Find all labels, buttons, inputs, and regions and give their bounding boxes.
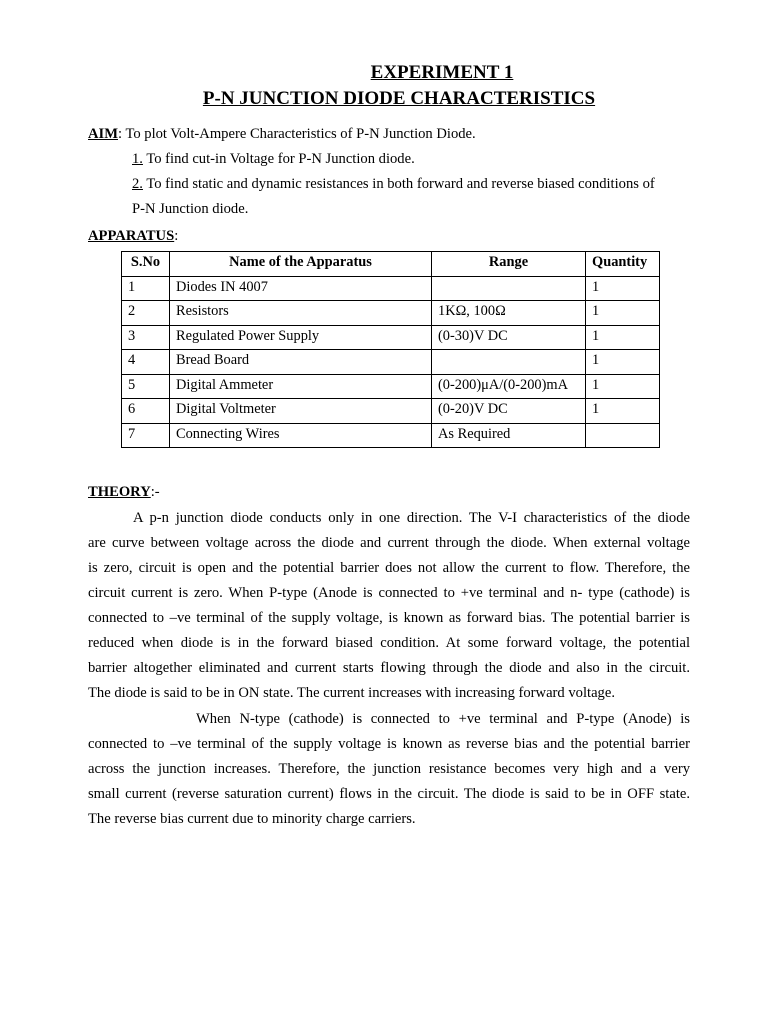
aim-label: AIM	[88, 126, 118, 142]
cell-range: (0-30)V DC	[432, 325, 586, 350]
cell-name: Resistors	[170, 301, 432, 326]
aim-item-2	[132, 175, 655, 193]
cell-quantity: 1	[586, 350, 660, 375]
cell-sno: 2	[122, 301, 170, 326]
cell-quantity: 1	[586, 399, 660, 424]
cell-sno: 5	[122, 374, 170, 399]
theory-paragraph-line: connected to –ve terminal of the supply voltage is known as reverse bias and the potential barrier	[88, 736, 690, 752]
cell-quantity	[586, 423, 660, 448]
page-title: P-N JUNCTION DIODE CHARACTERISTICS	[202, 88, 596, 109]
cell-sno: 4	[122, 350, 170, 375]
theory-paragraph-line: circuit current is zero. When P-type (Anode is connected to +ve terminal and n- type (cathode) is	[88, 585, 690, 601]
cell-name: Connecting Wires	[170, 423, 432, 448]
cell-sno: 7	[122, 423, 170, 448]
theory-paragraph-line: The reverse bias current due to minority charge carriers.	[88, 811, 416, 827]
theory-paragraph-line: barrier altogether eliminated and current starts flowing through the diode and also in the circuit.	[88, 660, 690, 676]
cell-range	[432, 276, 586, 301]
cell-range: (0-200)μA/(0-200)mA	[432, 374, 586, 399]
theory-paragraph-line: across the junction increases. Therefore, the junction resistance becomes very high and a very	[88, 761, 690, 777]
aim-item-number: 2.	[132, 176, 143, 192]
cell-sno: 1	[122, 276, 170, 301]
cell-range: As Required	[432, 423, 586, 448]
cell-quantity: 1	[586, 374, 660, 399]
cell-name: Bread Board	[170, 350, 432, 375]
header-name: Name of the Apparatus	[170, 252, 432, 277]
aim-item-text: To find cut-in Voltage for P-N Junction diode.	[142, 151, 415, 167]
header-sno: S.No	[122, 252, 170, 277]
table-row	[122, 350, 660, 375]
cell-range: 1KΩ, 100Ω	[432, 301, 586, 326]
apparatus-table	[121, 251, 660, 448]
header-range: Range	[432, 252, 586, 277]
theory-paragraph-line: are curve between voltage across the diode and current through the diode. When external voltage	[88, 535, 690, 551]
theory-label: THEORY	[88, 484, 151, 500]
aim-item-number: 1.	[132, 151, 143, 167]
theory-paragraph-line: small current (reverse saturation current) flows in the circuit. The diode is said to be in OFF state.	[88, 786, 690, 802]
aim-text: : To plot Volt-Ampere Characteristics of P-N Junction Diode.	[118, 126, 476, 142]
cell-name: Regulated Power Supply	[170, 325, 432, 350]
table-header-row	[122, 252, 660, 277]
table-row	[122, 301, 660, 326]
table-row	[122, 374, 660, 399]
aim-item-2-continuation: P-N Junction diode.	[132, 201, 249, 217]
theory-paragraph-line: reduced when diode is in the forward biased condition. At some forward voltage, the potential	[88, 635, 690, 651]
aim-item-text: To find static and dynamic resistances in both forward and reverse biased conditions of	[142, 176, 655, 192]
header-quantity: Quantity	[586, 252, 660, 277]
experiment-number: EXPERIMENT 1	[370, 62, 514, 83]
theory-paragraph-line: The diode is said to be in ON state. The current increases with increasing forward voltage.	[88, 685, 615, 701]
cell-name: Digital Voltmeter	[170, 399, 432, 424]
theory-heading	[88, 483, 160, 501]
cell-sno: 6	[122, 399, 170, 424]
theory-paragraph-line: connected to –ve terminal of the supply voltage, is known as forward bias. The potential barrier is	[88, 610, 690, 626]
theory-paragraph-line: is zero, circuit is open and the potential barrier does not allow the current to flow. Therefore, the	[88, 560, 690, 576]
table-row	[122, 276, 660, 301]
apparatus-label: APPARATUS	[88, 228, 175, 244]
cell-sno: 3	[122, 325, 170, 350]
table-row	[122, 325, 660, 350]
theory-paragraph-line: When N-type (cathode) is connected to +ve terminal and P-type (Anode) is	[196, 711, 690, 727]
cell-name: Digital Ammeter	[170, 374, 432, 399]
apparatus-suffix: :	[174, 228, 179, 244]
table-row	[122, 423, 660, 448]
cell-quantity: 1	[586, 301, 660, 326]
theory-paragraph-line: A p-n junction diode conducts only in one direction. The V-I characteristics of the diode	[133, 510, 690, 526]
cell-quantity: 1	[586, 325, 660, 350]
cell-range	[432, 350, 586, 375]
aim-item-1	[132, 150, 415, 168]
table-row	[122, 399, 660, 424]
cell-name: Diodes IN 4007	[170, 276, 432, 301]
theory-suffix: :-	[150, 484, 160, 500]
cell-quantity: 1	[586, 276, 660, 301]
cell-range: (0-20)V DC	[432, 399, 586, 424]
aim-line	[88, 125, 476, 143]
apparatus-heading	[88, 227, 178, 245]
